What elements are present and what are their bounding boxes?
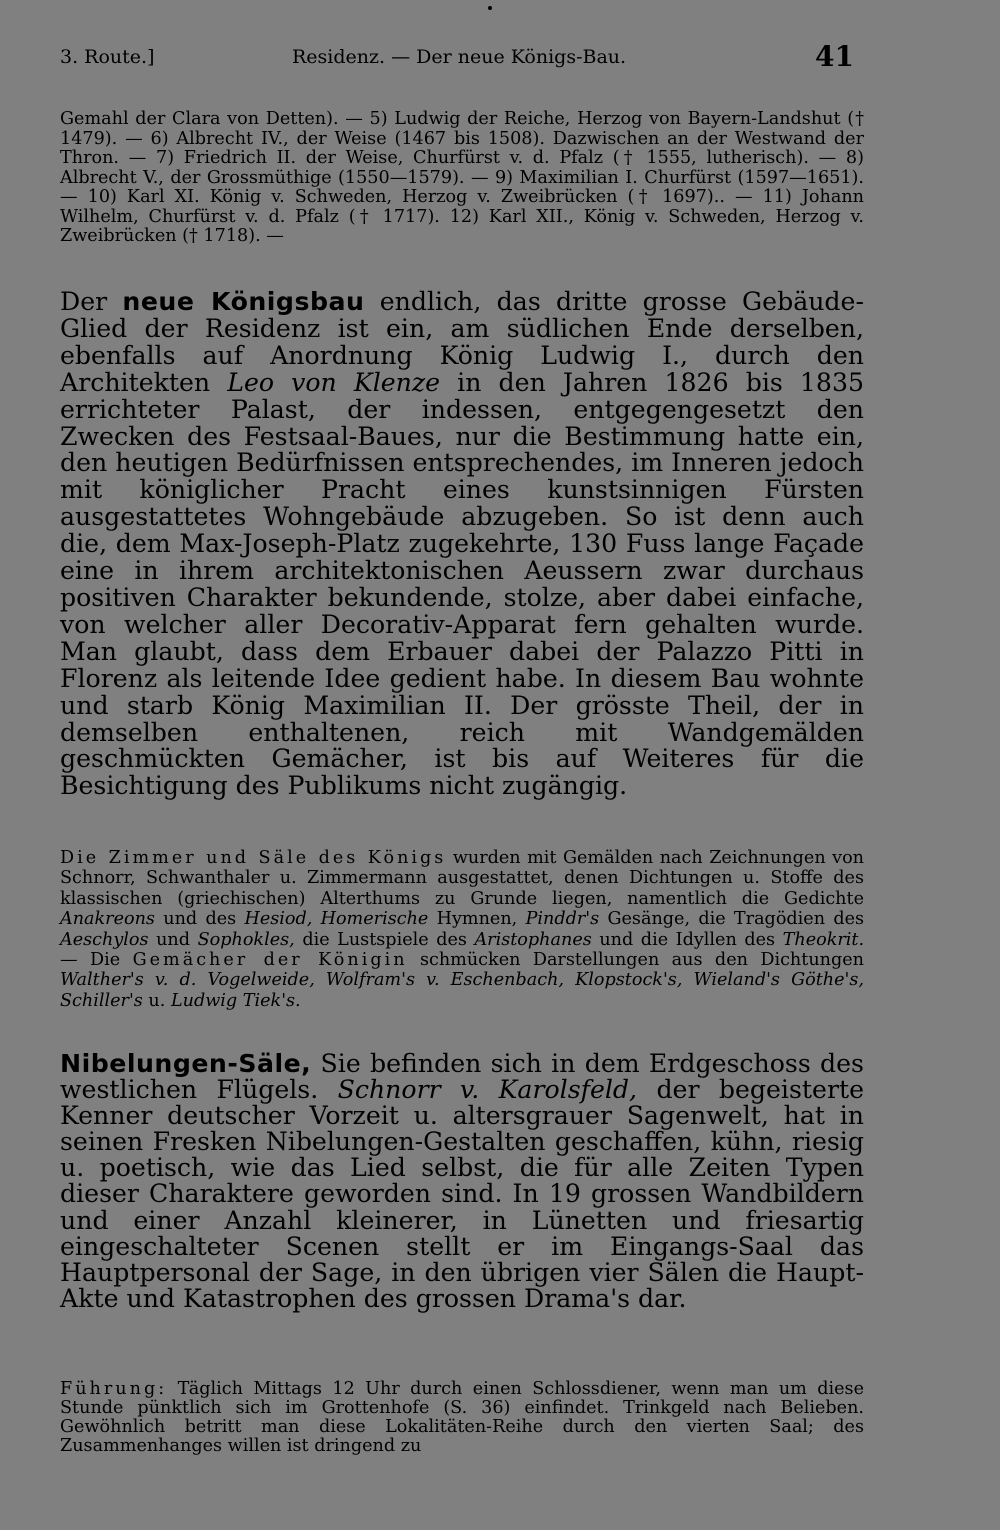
- koenigsbau-heading: neue Königsbau: [122, 287, 365, 316]
- footnote-tour-text: [60, 1380, 864, 1456]
- ref-anakreons: Anakreons: [60, 909, 155, 930]
- painter-name: Schnorr v. Karolsfeld,: [337, 1075, 638, 1105]
- koenigsbau-text-1: endlich, das dritte grosse Gebäude-Glied der Residenz ist ein, am südlichen Ende derselben, ebenfalls auf Anordnung König Ludwig I., durch den Architekten: [60, 287, 864, 397]
- ref-tieck: Ludwig Tiek's.: [170, 990, 301, 1011]
- fn2-text-2: und des: [163, 909, 237, 930]
- term-zimmer-saele: Die Zimmer und Säle des Königs: [60, 848, 447, 868]
- ref-sophokles: Sophokles,: [197, 929, 295, 950]
- nibelungen-paragraph: [60, 1051, 864, 1312]
- section-koenigsbau: [60, 289, 864, 800]
- fn2-text-7: und die Idyllen des: [599, 929, 776, 950]
- fn2-text-5: und: [156, 929, 191, 950]
- nibelungen-heading: Nibelungen-Säle,: [60, 1049, 312, 1078]
- fn2-text-8: — Die: [60, 950, 121, 971]
- tour-text: Täglich Mittags 12 Uhr durch einen Schlossdiener, wenn man um diese Stunde pünktlich sich im Grottenhofe (S. 36) einfindet. Trinkgeld nach Belieben. Gewöhnlich betritt man diese Lokalitäten-Reihe durch den vierten Saal; des Zusammenhanges willen ist dringend zu: [60, 1379, 865, 1456]
- ref-pindar: Pinddr's: [525, 909, 600, 930]
- term-gemaecher-koenigin: Gemächer der Königin: [132, 950, 408, 971]
- header-title: Residenz. — Der neue Königs-Bau.: [292, 46, 627, 68]
- fn2-text-4: Gesänge, die Tragödien des: [607, 909, 865, 930]
- footnote-guided-tour: [60, 1380, 864, 1456]
- fn2-text-6: die Lustspiele des: [302, 929, 467, 950]
- fn2-text-3: Hymnen,: [436, 909, 518, 930]
- fn2-text-10: u.: [148, 990, 166, 1011]
- fn2-text-1: wurden mit Gemälden nach Zeichnungen von Schnorr, Schwanthaler u. Zimmermann ausgestattet, denen Dichtungen u. Stoffe des klassischen (griechischen) Alterthums zu Grunde liegen, namentlich die Gedichte: [60, 848, 864, 909]
- section-nibelungen: [60, 1051, 864, 1312]
- page-number: 41: [815, 40, 854, 73]
- architect-name: Leo von Klenze: [227, 367, 441, 397]
- footnote-rooms: [60, 848, 864, 1011]
- ref-theokrit: Theokrit.: [782, 929, 865, 950]
- running-header: [60, 40, 860, 80]
- nibelungen-text-1: Sie befinden sich in dem Erdgeschoss des westlichen Flügels.: [60, 1049, 864, 1105]
- koenigsbau-lead: Der: [60, 287, 108, 316]
- nibelungen-text-2: der begeisterte Kenner deutscher Vorzeit u. altersgrauer Sagenwelt, hat in seinen Fresken Nibelungen-Gestalten geschaffen, kühn, riesig u. poetisch, wie das Lied selbst, die für alle Zeiten Typen dieser Charaktere geworden sind. In 19 grossen Wandbildern und einer Anzahl kleinerer, in Lünetten und friesartig eingeschalteter Scenen stellt er im Eingangs-Saal das Hauptpersonal der Sage, in den übrigen vier Sälen die Haupt-Akte und Katastrophen des grossen Drama's dar.: [60, 1075, 865, 1313]
- ref-hesiod: Hesiod, Homerische: [244, 909, 429, 930]
- ref-poets: Walther's v. d. Vogelweide, Wolfram's v. Eschenbach, Klopstock's, Wieland's Göthe's, Schiller's: [60, 970, 864, 1011]
- ink-speck: [488, 6, 492, 10]
- footnote-rulers-text: Gemahl der Clara von Detten). — 5) Ludwig der Reiche, Herzog von Bayern-Landshut († 1479). — 6) Albrecht IV., der Weise (1467 bis 1508). Dazwischen an der Westwand der Thron. — 7) Friedrich II. der Weise, Churfürst v. d. Pfalz († 1555, lutherisch). — 8) Albrecht V., der Grossmüthige (1550—1579). — 9) Maximilian I. Churfürst (1597—1651). — 10) Karl XI. König v. Schweden, Herzog v. Zweibrücken († 1697).. — 11) Johann Wilhelm, Churfürst v. d. Pfalz († 1717). 12) Karl XII., König v. Schweden, Herzog v. Zweibrücken († 1718). —: [60, 109, 864, 246]
- term-fuehrung: Führung:: [60, 1379, 168, 1399]
- koenigsbau-paragraph: [60, 289, 864, 800]
- footnote-rulers-list: [60, 110, 864, 247]
- ref-aeschylos: Aeschylos: [60, 929, 149, 950]
- fn2-text-9: schmücken Darstellungen aus den Dichtungen: [419, 950, 864, 971]
- ref-aristophanes: Aristophanes: [474, 929, 592, 950]
- footnote-rooms-text: [60, 848, 864, 1011]
- header-section: 3. Route.]: [60, 46, 155, 68]
- koenigsbau-text-2: in den Jahren 1826 bis 1835 errichteter Palast, der indessen, entgegengesetzt den Zwecken des Festsaal-Baues, nur die Bestimmung hatte ein, den heutigen Bedürfnissen entsprechendes, im Inneren jedoch mit königlicher Pracht eines kunstsinnigen Fürsten ausgestattetes Wohngebäude abzugeben. So ist denn auch die, dem Max-Joseph-Platz zugekehrte, 130 Fuss lange Façade eine in ihrem architektonischen Aeussern zwar durchaus positiven Charakter bekundende, stolze, aber dabei einfache, von welcher aller Decorativ-Apparat fern gehalten wurde. Man glaubt, dass dem Erbauer dabei der Palazzo Pitti in Florenz als leitende Idee gedient habe. In diesem Bau wohnte und starb König Maximilian II. Der grösste Theil, der in demselben enthaltenen, reich mit Wandgemälden geschmückten Gemächer, ist bis auf Weiteres für die Besichtigung des Publikums nicht zugängig.: [60, 367, 865, 801]
